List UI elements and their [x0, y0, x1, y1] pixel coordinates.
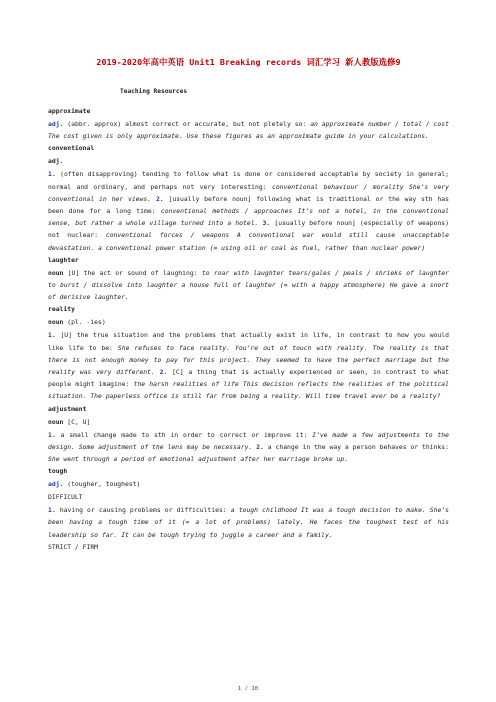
sense-number: 1.: [48, 506, 56, 515]
headword-adjustment: adjustment: [48, 404, 87, 413]
definition: [usually before noun] following what is traditional or the way sth has been done for a long time:: [48, 194, 449, 216]
sense-number: 2.: [159, 368, 168, 377]
example: She refuses to face reality. You’re out of touch with reality. The reality is that there is not enough money to pay for this project. They seemed to have the perfect marriage but the reality was very different.: [48, 343, 449, 377]
pos-label: noun: [48, 268, 64, 277]
headword-reality: reality: [48, 305, 75, 314]
pos-label: adj.: [48, 480, 64, 489]
headword-tough: tough: [48, 467, 68, 476]
sense-section-label: STRICT / FIRM: [48, 542, 99, 551]
example: conventional forces / weapons A conventional war would still cause unacceptable devastation. a conventional power station (= using oil or coal as fuel, rather than nuclear power): [48, 231, 449, 252]
pos-label: adj.: [48, 120, 64, 128]
pos-label: noun: [48, 318, 64, 327]
definition: a small change made to sth in order to correct or improve it:: [55, 430, 313, 439]
page-title: 2019-2020年高中英语 Unit1 Breaking records 词汇学习 新人教版选修9: [96, 57, 401, 67]
definition: having or causing problems or difficulties:: [55, 506, 231, 515]
headword-approximate: approximate: [48, 107, 91, 115]
sense-number: 1.: [48, 331, 56, 340]
pos-line: [48, 416, 449, 429]
entry-approximate: [48, 118, 449, 142]
definition: (abbr. approx) almost correct or accurate, but not pletely so:: [63, 120, 311, 128]
sense-number: 3.: [262, 219, 271, 228]
definition: (often disapproving) tending to follow what is done or considered acceptable by society in general; normal and ordinary, and perhaps not very interesting:: [48, 170, 449, 191]
sense-number: 2.: [256, 442, 264, 451]
definition: a change in the way a person behaves or thinks:: [263, 442, 449, 451]
definition: [C] a thing that is actually experienced or seen, in contrast to what people might imagine:: [48, 368, 449, 389]
example: a tough childhood It was a tough decision to make. She’s been having a tough time of it (= a lot of problems) lately. He faces the toughest test of his leadership so far. It can be tough trying to juggle a career and a family.: [48, 506, 449, 539]
entry-adjustment: [48, 429, 449, 466]
sense-number: 1.: [48, 170, 56, 179]
page-number: 1 / 10: [237, 686, 259, 692]
section-heading: Teaching Resources: [120, 88, 188, 95]
entry-laughter: [48, 267, 449, 304]
sense-section-label: DIFFICULT: [48, 493, 83, 502]
plural-note: (pl. -ies): [63, 318, 106, 327]
definition: [U] the true situation and the problems that actually exist in life, in contrast to how you would like life to be:: [48, 331, 449, 352]
definition: [U] the act or sound of laughing:: [63, 268, 202, 277]
definition: [usually before noun] (especially of weapons) not nuclear:: [48, 219, 449, 240]
pos-line: [48, 316, 449, 329]
sense-number: 2.: [155, 194, 164, 203]
grammar-note: [C, U]: [63, 417, 91, 426]
entry-tough: [48, 504, 449, 541]
pos-label: noun: [48, 417, 64, 426]
pos-line: [48, 478, 449, 491]
example: an approximate number / total / cost The cost given is only approximate. Use these figures as an approximate guide in your calculations.: [48, 120, 449, 141]
headword-conventional: conventional: [48, 144, 95, 153]
example: to roar with laughter tears/gales / peals / shrieks of laughter to burst / dissolve into laughter a house full of laughter (= with a happy atmosphere) He gave a snort of derisive laughter.: [48, 268, 449, 302]
example: She went through a period of emotional adjustment after her marriage broke up.: [48, 455, 349, 464]
entry-conventional: [48, 168, 449, 253]
document-page: [48, 56, 449, 554]
example: the harsh realities of life This decision reflects the realities of the political situation. The paperless office is still far from being a reality. Will time travel ever be a reality?: [48, 380, 449, 401]
headword-laughter: laughter: [48, 255, 79, 264]
entry-reality: [48, 329, 449, 402]
sense-number: 1.: [48, 430, 56, 439]
example: conventional behaviour / morality She’s very conventional in her views.: [48, 182, 449, 203]
pos-label: adj.: [48, 157, 64, 166]
example: I’ve made a few adjustments to the design. Some adjustment of the lens may be necessary.: [48, 430, 449, 451]
example: conventional methods / approaches It’s not a hotel, in the conventional sense, but rather a whole village turned into a hotel.: [48, 207, 449, 228]
forms-note: (tougher, toughest): [63, 480, 141, 489]
